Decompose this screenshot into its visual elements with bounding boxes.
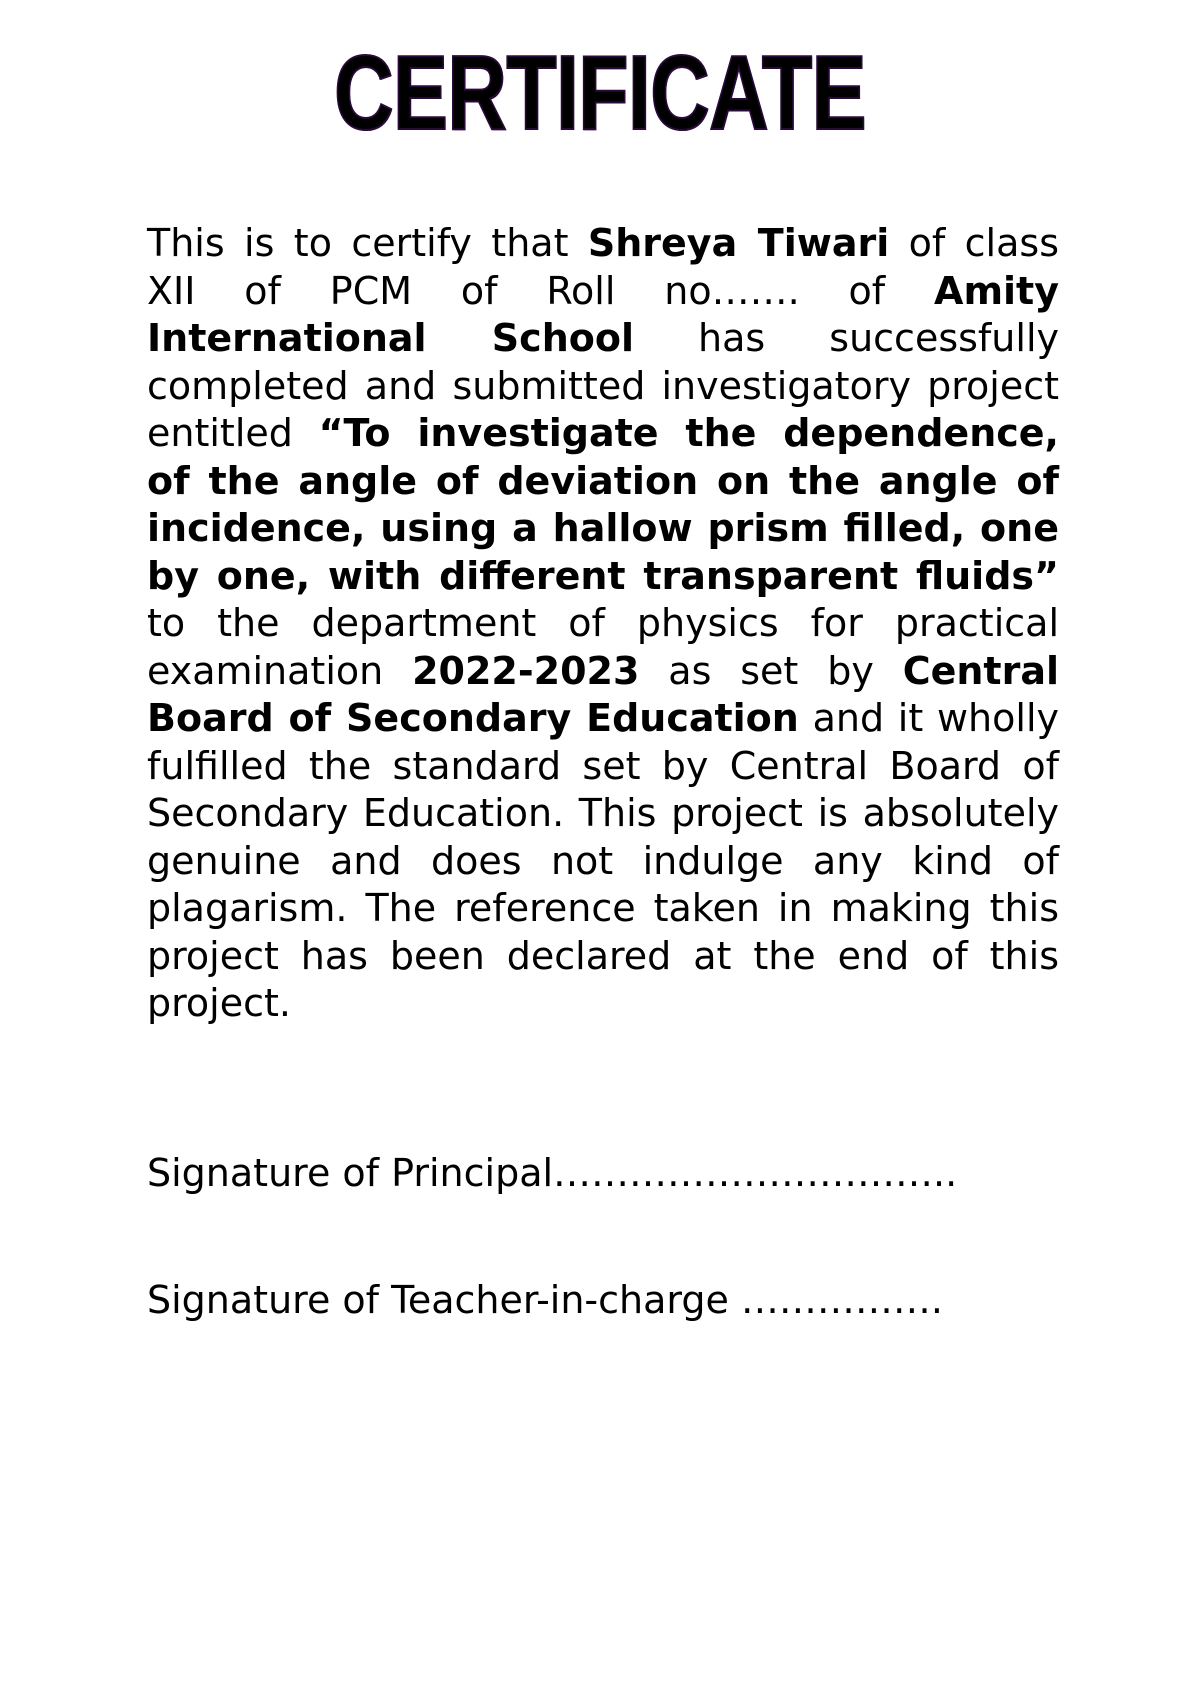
certificate-body bbox=[147, 220, 1059, 1028]
board-name: Central Board of Secondary Education bbox=[147, 648, 1059, 740]
title-container bbox=[0, 34, 1200, 152]
body-text-4: to the department of physics for practical examination bbox=[147, 601, 1059, 693]
certificate-title: CERTIFICATE bbox=[334, 34, 866, 152]
teacher-signature-line: Signature of Teacher-in-charge ……………. bbox=[147, 1278, 944, 1322]
school-name: Amity International School bbox=[147, 268, 1059, 360]
body-text-3: has successfully completed and submitted investigatory project entitled bbox=[147, 316, 1059, 455]
body-text-1: This is to certify that bbox=[147, 221, 588, 265]
project-title: “To investigate the dependence, of the angle of deviation on the angle of incidence, using a hallow prism filled, one by one, with different transparent fluids” bbox=[147, 411, 1059, 598]
body-text-2: of class XII of PCM of Roll no……. of bbox=[147, 221, 1059, 313]
body-text-5: as set by bbox=[639, 648, 903, 693]
student-name: Shreya Tiwari bbox=[587, 221, 890, 265]
session-year: 2022-2023 bbox=[412, 648, 640, 693]
body-text-6: and it wholly fulfilled the standard set by Central Board of Secondary Education. This project is absolutely genuine and does not indulge any kind of plagarism. The reference taken in making this project has been declared at the end of this project. bbox=[147, 696, 1059, 1025]
principal-signature-line: Signature of Principal………………………….. bbox=[147, 1151, 958, 1195]
